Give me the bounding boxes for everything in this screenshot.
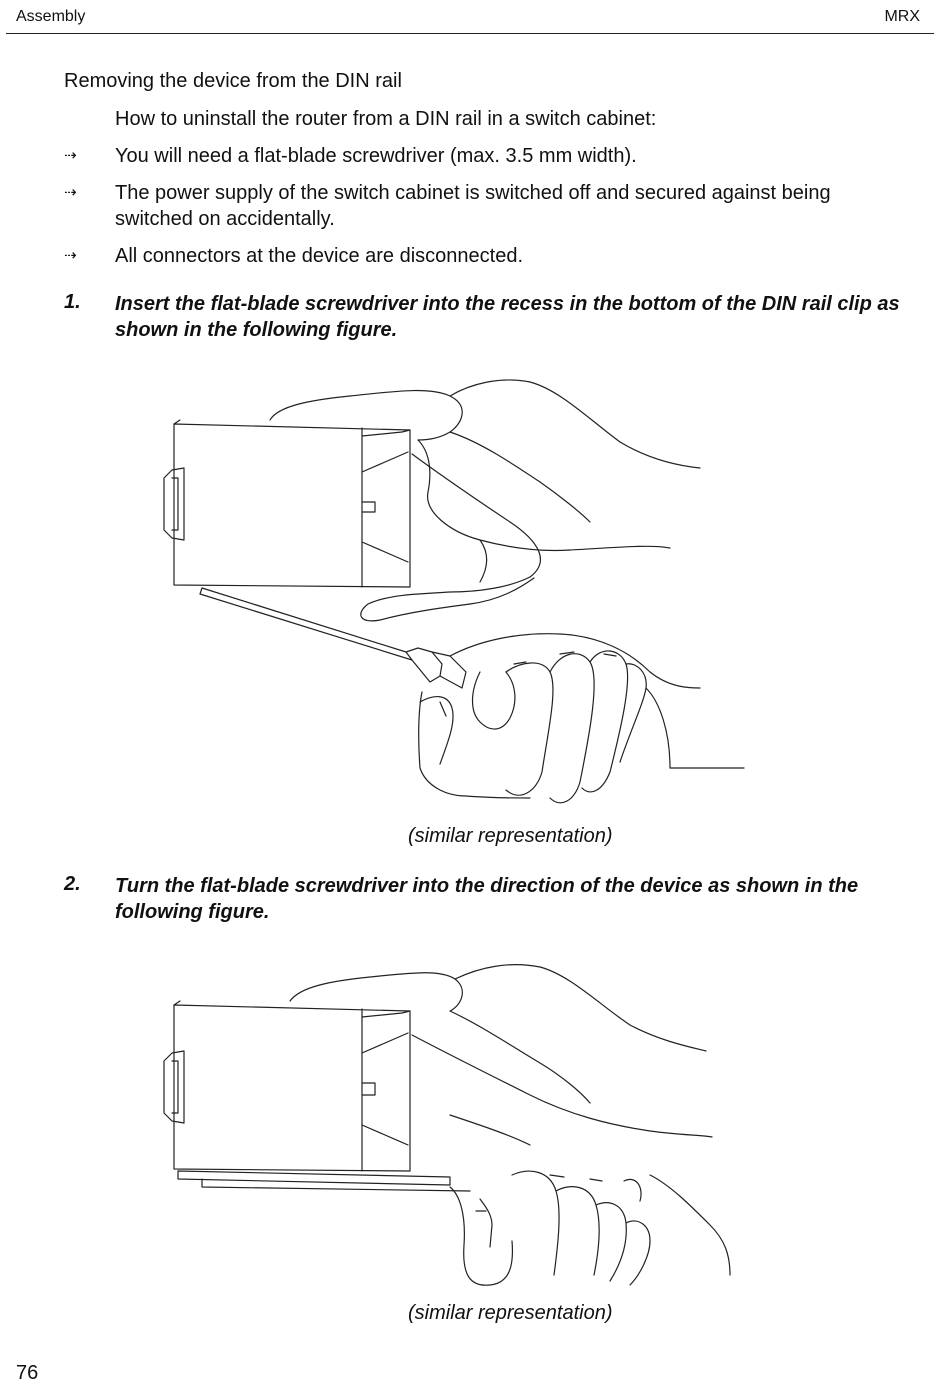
prerequisite-bullet-icon: ⇢ [64, 247, 77, 264]
figure-insert-screwdriver [150, 372, 760, 817]
page-number: 76 [16, 1362, 39, 1384]
step-number: 1. [64, 291, 81, 313]
prerequisite-item: All connectors at the device are disconnected. [115, 245, 524, 267]
intro-text: How to uninstall the router from a DIN rail in a switch cabinet: [115, 108, 657, 130]
prerequisite-item: The power supply of the switch cabinet is switched off and secured against being switched on accidentally. [115, 182, 831, 230]
figure-caption: (similar representation) [408, 1302, 613, 1324]
header-section: Assembly [16, 8, 86, 25]
step-instruction: Turn the flat-blade screwdriver into the direction of the device as shown in the following figure. [115, 875, 859, 923]
step-instruction: Insert the flat-blade screwdriver into the recess in the bottom of the DIN rail clip as shown in the following figure. [115, 293, 900, 341]
figure-turn-screwdriver [150, 955, 760, 1300]
page-header [6, 0, 934, 34]
prerequisite-bullet-icon: ⇢ [64, 147, 77, 164]
step-number: 2. [64, 873, 81, 895]
prerequisite-item: You will need a flat-blade screwdriver (max. 3.5 mm width). [115, 145, 637, 167]
figure-caption: (similar representation) [408, 825, 613, 847]
prerequisite-bullet-icon: ⇢ [64, 184, 77, 201]
section-title: Removing the device from the DIN rail [64, 70, 402, 92]
header-product: MRX [884, 8, 920, 25]
